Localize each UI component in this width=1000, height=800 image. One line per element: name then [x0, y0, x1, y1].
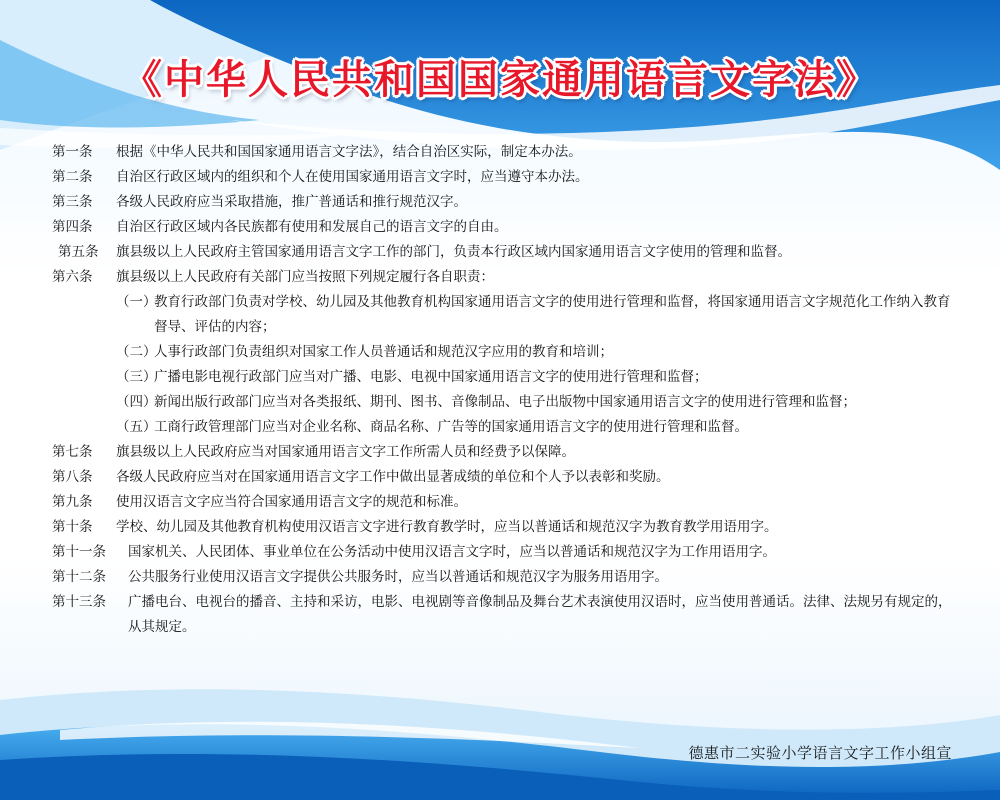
- article-text: 自治区行政区域内的组织和个人在使用国家通用语言文字时，应当遵守本办法。: [116, 169, 589, 185]
- article-6-item-2: [52, 340, 952, 365]
- article-number: 第二条: [52, 169, 93, 185]
- article-1: [52, 140, 952, 165]
- poster-title: 《中华人民共和国国家通用语言文字法》: [122, 57, 878, 103]
- article-text: 旗县级以上人民政府主管国家通用语言文字工作的部门，负责本行政区域内国家通用语言文字使用的管理和监督。: [116, 244, 791, 260]
- article-text: 公共服务行业使用汉语言文字提供公共服务时，应当以普通话和规范汉字为服务用语用字。: [128, 569, 668, 585]
- article-text: 根据《中华人民共和国国家通用语言文字法》，结合自治区实际，制定本办法。: [116, 144, 582, 160]
- article-text: 国家机关、人民团体、事业单位在公务活动中使用汉语言文字时，应当以普通话和规范汉字为工作用语用字。: [128, 544, 776, 560]
- article-number: 第十条: [52, 519, 93, 535]
- article-text: 各级人民政府应当对在国家通用语言文字工作中做出显著成绩的单位和个人予以表彰和奖励。: [116, 469, 670, 485]
- article-4: [52, 215, 952, 240]
- article-text: 学校、幼儿园及其他教育机构使用汉语言文字进行教育教学时，应当以普通话和规范汉字为教育教学用语用字。: [116, 519, 778, 535]
- article-number: 第一条: [52, 144, 93, 160]
- article-8: [52, 465, 952, 490]
- article-7: [52, 440, 952, 465]
- item-text: 广播电影电视行政部门应当对广播、电影、电视中国家通用语言文字的使用进行管理和监督；: [154, 369, 708, 385]
- article-10: [52, 515, 952, 540]
- article-number: 第十一条: [52, 544, 106, 560]
- article-6: [52, 265, 952, 290]
- article-6-item-3: [52, 365, 952, 390]
- item-label: （五）: [116, 419, 157, 435]
- article-number: 第五条: [58, 244, 99, 260]
- article-3: [52, 190, 952, 215]
- article-text: 自治区行政区域内各民族都有使用和发展自己的语言文字的自由。: [116, 219, 508, 235]
- item-text: 人事行政部门负责组织对国家工作人员普通话和规范汉字应用的教育和培训；: [154, 344, 613, 360]
- article-9: [52, 490, 952, 515]
- item-label: （三）: [116, 369, 157, 385]
- footer-credit: 德惠市二实验小学语言文字工作小组宣: [688, 744, 952, 762]
- article-number: 第九条: [52, 494, 93, 510]
- article-number: 第十二条: [52, 569, 106, 585]
- article-13: [52, 590, 952, 640]
- article-number: 第七条: [52, 444, 93, 460]
- article-list: [52, 140, 952, 640]
- article-6-item-1: [52, 290, 952, 340]
- article-number: 第八条: [52, 469, 93, 485]
- article-2: [52, 165, 952, 190]
- item-label: （二）: [116, 344, 157, 360]
- item-text: 工商行政管理部门应当对企业名称、商品名称、广告等的国家通用语言文字的使用进行管理和监督。: [154, 419, 748, 435]
- article-number: 第十三条: [52, 594, 106, 610]
- article-text: 使用汉语言文字应当符合国家通用语言文字的规范和标准。: [116, 494, 467, 510]
- item-label: （四）: [116, 394, 157, 410]
- item-text: 教育行政部门负责对学校、幼儿园及其他教育机构国家通用语言文字的使用进行管理和监督，将国家通用语言文字规范化工作纳入教育督导、评估的内容；: [154, 294, 951, 335]
- item-text: 新闻出版行政部门应当对各类报纸、期刊、图书、音像制品、电子出版物中国家通用语言文字的使用进行管理和监督；: [154, 394, 856, 410]
- article-text: 广播电台、电视台的播音、主持和采访，电影、电视剧等音像制品及舞台艺术表演使用汉语时，应当使用普通话。法律、法规另有规定的，从其规定。: [128, 594, 952, 635]
- article-text: 旗县级以上人民政府有关部门应当按照下列规定履行各自职责：: [116, 269, 494, 285]
- article-text: 旗县级以上人民政府应当对国家通用语言文字工作所需人员和经费予以保障。: [116, 444, 575, 460]
- article-5: [52, 240, 952, 265]
- article-text: 各级人民政府应当采取措施，推广普通话和推行规范汉字。: [116, 194, 467, 210]
- article-number: 第四条: [52, 219, 93, 235]
- item-label: （一）: [116, 294, 157, 310]
- article-number: 第三条: [52, 194, 93, 210]
- article-number: 第六条: [52, 269, 93, 285]
- article-6-item-4: [52, 390, 952, 415]
- article-12: [52, 565, 952, 590]
- article-11: [52, 540, 952, 565]
- article-6-item-5: [52, 415, 952, 440]
